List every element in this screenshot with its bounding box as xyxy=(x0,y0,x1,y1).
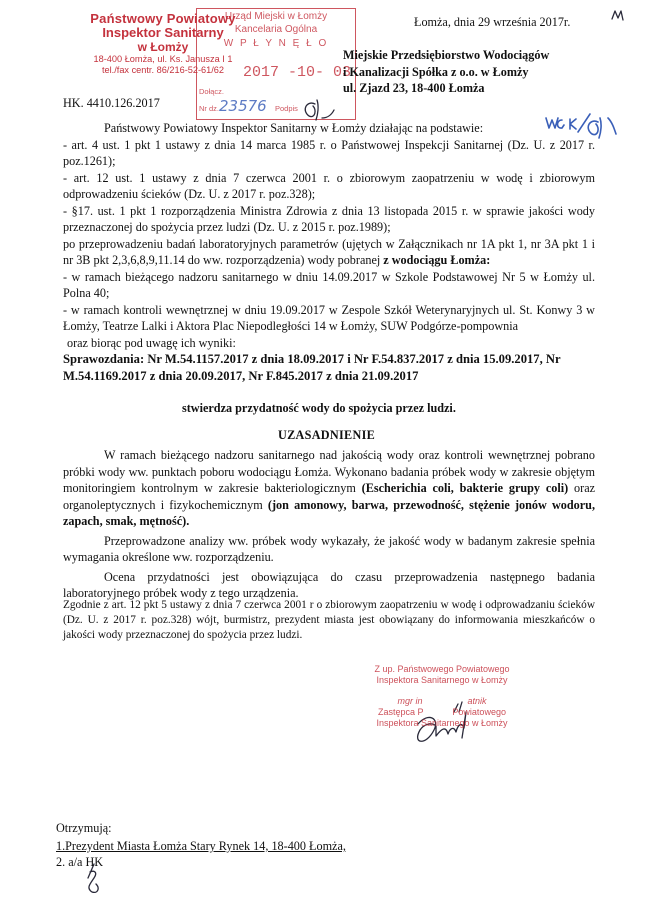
recipient-address xyxy=(343,47,603,97)
stamp-line-1: Państwowy Powiatowy xyxy=(90,11,236,26)
legal-basis xyxy=(63,120,595,385)
stamp-line-4: 18-400 Łomża, ul. Ks. Janusza I 1 xyxy=(93,54,233,64)
recipient-name-line-1: Miejskie Przedsiębiorstwo Wodociągów xyxy=(343,48,550,62)
justification-text-1: W ramach bieżącego nadzoru sanitarnego nad jakością wody oraz kontroli wewnętrznej pobrano próbki wody ww. punktach poboru wodociągu Łomża. Wykonano badania próbek wody w zakresie objętym monitoringiem kontrolnym w zakresie bakteriologicznym xyxy=(63,448,595,495)
receiver-1: 1.Prezydent Miasta Łomża Stary Rynek 14, 18-400 Łomża, xyxy=(56,839,346,853)
basis-item-2: - art. 12 ust. 1 ustawy z dnia 7 czerwca 2001 r. o zbiorowym zaopatrzeniu w wodę i zbiorowym odprowadzeniu ścieków (Dz. U. z 2017 r. poz.328); xyxy=(63,170,595,201)
stamp-line-3: w Łomży xyxy=(137,40,189,54)
signature-stamp-line-3 xyxy=(362,696,522,707)
signature-stamp-line-4 xyxy=(362,707,522,718)
justification-paragraph-2: Przeprowadzone analizy ww. próbek wody wykazały, że jakość wody w badanym zakresie spełnia wymagania określone ww. rozporządzeniu. xyxy=(63,533,595,564)
receipt-line-5: Nr dz. xyxy=(199,104,220,113)
reports-list: Sprawozdania: Nr M.54.1157.2017 z dnia 18.09.2017 i Nr F.54.837.2017 z dnia 15.09.2017, Nr M.54.1169.2017 z dnia 20.09.2017, Nr F.845.2017 z dnia 21.09.2017 xyxy=(63,352,561,383)
signature-role-end: Powiatowego xyxy=(452,707,506,717)
case-number: HK. 4410.126.2017 xyxy=(63,96,160,110)
receiver-2: 2. a/a HK xyxy=(56,855,104,869)
signature-stamp-line-2: Inspektora Sanitarnego w Łomży xyxy=(376,675,508,685)
signature-role-start: Zastępca P xyxy=(378,707,424,717)
stamp-line-2: Inspektor Sanitarny xyxy=(102,25,224,40)
water-source: z wodociągu Łomża: xyxy=(383,253,491,267)
receipt-line-3: W P Ł Y N Ę Ł O xyxy=(223,38,329,49)
signature-title-end: atnik xyxy=(467,696,487,706)
receivers-label: Otrzymują: xyxy=(56,821,112,835)
signature-stamp-line-5: Inspektora Sanitarnego w Łomży xyxy=(376,718,508,728)
bacteria-list: (Escherichia coli, bakterie grupy coli) xyxy=(361,481,569,495)
receipt-line-2: Kancelaria Ogólna xyxy=(234,24,318,35)
basis-item-3: - §17. ust. 1 pkt 1 rozporządzenia Ministra Zdrowia z dnia 13 listopada 2015 r. w sprawie jakości wody przeznaczonej do spożycia przez ludzi (Dz. U. z 2015 r. poz.1989); xyxy=(63,203,595,234)
place-date: Łomża, dnia 29 września 2017r. xyxy=(414,15,571,29)
parameters-list: (jon amonowy, barwa, przewodność, stężenie jonów wodoru, zapach, smak, mętność). xyxy=(63,497,595,528)
receivers xyxy=(56,820,396,870)
receipt-date: 2017 -10- 03 xyxy=(243,64,352,81)
justification xyxy=(63,447,595,602)
sampling-item-2: - w ramach kontroli wewnętrznej w dniu 19.09.2017 w Zespole Szkół Weterynaryjnych ul. St. Konwy 3 w Łomży, Teatrze Lalki i Aktora Plac Niepodległości 14 w Łomży, SUW Podgórze-pompownia xyxy=(63,302,595,333)
basis-item-1: - art. 4 ust. 1 pkt 1 ustawy z dnia 14 marca 1985 r. o Państwowej Inspekcji Sanitarnej (Dz. U. z 2017 r. poz.1261); xyxy=(63,137,595,168)
sampling-item-1: - w ramach bieżącego nadzoru sanitarnego w dniu 14.09.2017 w Szkole Podstawowej Nr 5 w Łomży ul. Polna 40; xyxy=(63,269,595,300)
signature-stamp-line-1: Z up. Państwowego Powiatowego xyxy=(374,664,510,674)
justification-paragraph-3: Ocena przydatności jest obowiązująca do czasu przeprowadzenia następnego badania laboratoryjnego próbek wody z tego urządzenia. xyxy=(63,569,595,600)
recipient-street: ul. Zjazd 23, 18-400 Łomża xyxy=(343,81,485,95)
recipient-name-line-2: i Kanalizacji Spółka z o.o. w Łomży xyxy=(343,64,529,79)
justification-heading: UZASADNIENIE xyxy=(278,428,376,442)
justification-paragraph-1 xyxy=(63,447,595,530)
stamp-line-5: tel./fax centr. 86/216-52-61/62 xyxy=(101,65,225,75)
decision: stwierdza przydatność wody do spożycia przez ludzi. xyxy=(182,401,456,415)
legal-notice: Zgodnie z art. 12 pkt 5 ustawy z dnia 7 czerwca 2001 r o zbiorowym zaopatrzeniu w wodę i odprowadzaniu ścieków (Dz. U. z 2017 r. poz.328) wójt, burmistrz, prezydent miasta jest obowiązany do informowania mieszkańców o jakości wody przeznaczonej do spożycia przez ludzi. xyxy=(63,599,595,641)
signature-title-start: mgr in xyxy=(397,696,423,706)
receipt-number: 23576 xyxy=(219,97,267,115)
receipt-line-1: Urząd Miejski w Łomży xyxy=(224,11,328,22)
lab-tests-text: po przeprowadzeniu badań laboratoryjnych parametrów (ujętych w Załącznikach nr 1A pkt 1, nr 3A pkt 1 i nr 3B pkt 2,3,6,8,9,11.14 do ww. rozporządzenia) wody pobranej xyxy=(63,236,595,267)
justification-text-2: oraz organoleptycznych i fizykochemicznym xyxy=(63,481,596,512)
receipt-line-4: Dołącz. xyxy=(199,87,225,96)
results-intro: oraz biorąc pod uwagę ich wyniki: xyxy=(67,335,236,350)
lab-tests-paragraph xyxy=(63,236,595,269)
signature-stamp xyxy=(362,664,522,729)
intro-line: Państwowy Powiatowy Inspektor Sanitarny w Łomży działając na podstawie: xyxy=(104,121,484,135)
receipt-signature-label: Podpis xyxy=(275,104,298,113)
